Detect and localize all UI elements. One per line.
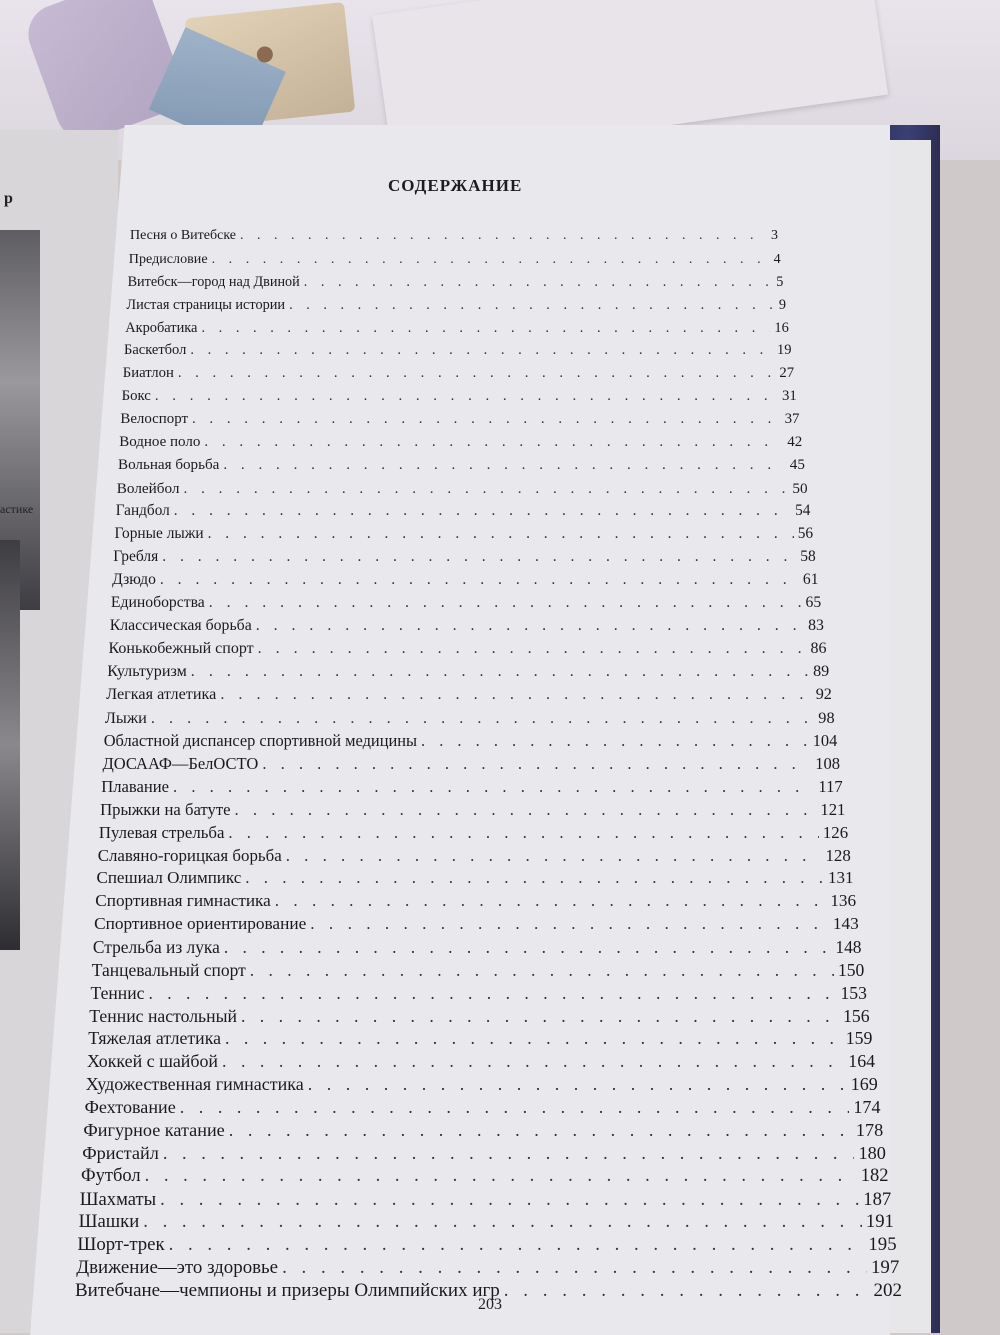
toc-entry-page: 150 — [837, 959, 865, 980]
toc-entry-label: Фристайл — [82, 1142, 159, 1163]
toc-leader-dots — [286, 846, 822, 866]
toc-entry-label: Баскетбол — [124, 342, 187, 359]
left-page-caption-fragment: астике — [0, 502, 34, 516]
toc-entry — [100, 800, 845, 820]
toc-entry-label: Прыжки на батуте — [100, 799, 231, 819]
toc-leader-dots — [163, 1143, 855, 1164]
toc-entry — [95, 891, 856, 911]
toc-entry-label: Фехтование — [84, 1097, 176, 1117]
toc-entry-page: 92 — [815, 685, 832, 704]
toc-entry — [91, 983, 867, 1004]
toc-leader-dots — [212, 251, 770, 268]
toc-entry — [98, 846, 851, 866]
toc-entry-label: Лыжи — [104, 708, 147, 728]
toc-entry-page: 178 — [855, 1119, 884, 1140]
toc-entry-page: 54 — [795, 502, 811, 520]
toc-entry-page: 159 — [845, 1028, 873, 1049]
toc-entry-page: 89 — [813, 662, 830, 680]
toc-entry-page: 61 — [802, 571, 819, 588]
toc-entry-page: 136 — [830, 891, 857, 911]
toc-entry-page: 156 — [843, 1005, 870, 1026]
toc-leader-dots — [504, 1280, 870, 1302]
toc-entry-page: 143 — [832, 914, 859, 934]
toc-entry-page: 182 — [860, 1165, 889, 1186]
toc-leader-dots — [235, 800, 817, 820]
toc-entry-label: Легкая атлетика — [106, 685, 217, 704]
toc-entry — [112, 571, 818, 589]
toc-leader-dots — [162, 548, 796, 566]
toc-entry-label: Дзюдо — [112, 571, 156, 588]
birdhouse-illustration — [185, 2, 356, 128]
toc-entry-label: Гребля — [113, 548, 159, 566]
left-page-photo-bottom — [0, 540, 20, 950]
toc-leader-dots — [191, 663, 809, 681]
toc-entry-page: 202 — [873, 1280, 902, 1301]
toc-entry — [104, 731, 838, 751]
toc-entry-label: Витебск—город над Двиной — [127, 273, 300, 290]
toc-entry-page: 98 — [818, 708, 835, 728]
toc-entry-page: 56 — [797, 525, 814, 543]
toc-entry-label: Акробатика — [125, 319, 198, 336]
toc-entry-page: 174 — [853, 1097, 881, 1117]
toc-entry-label: Танцевальный спорт — [91, 959, 246, 980]
toc-entry-page: 3 — [771, 228, 778, 243]
toc-leader-dots — [289, 297, 775, 314]
toc-entry-page: 16 — [774, 319, 789, 336]
toc-entry — [115, 525, 814, 543]
toc-leader-dots — [151, 708, 814, 728]
toc-leader-dots — [275, 891, 827, 911]
toc-entry-label: Биатлон — [122, 365, 174, 382]
toc-entry-page: 187 — [863, 1188, 892, 1210]
toc-entry-label: Волейбол — [116, 479, 180, 497]
toc-entry-page: 153 — [840, 982, 867, 1003]
toc-entry — [87, 1051, 875, 1072]
toc-entry-label: Единоборства — [110, 593, 205, 611]
toc-entry-label: ДОСААФ—БелОСТО — [102, 754, 259, 773]
toc-leader-dots — [160, 1189, 859, 1211]
toc-entry-page: 126 — [822, 822, 849, 842]
toc-entry-page: 4 — [773, 250, 781, 267]
toc-entry-page: 180 — [858, 1142, 886, 1163]
toc-leader-dots — [174, 502, 791, 520]
toc-leader-dots — [145, 1166, 857, 1187]
toc-entry — [116, 502, 811, 520]
toc-entry-label: Теннис — [90, 982, 145, 1003]
toc-entry — [128, 274, 784, 291]
toc-entry — [81, 1166, 889, 1187]
toc-entry-page: 148 — [835, 937, 862, 957]
toc-entry-label: Водное поло — [119, 433, 201, 450]
toc-entry-label: Движение—это здоровье — [76, 1257, 279, 1279]
toc-leader-dots — [178, 365, 776, 382]
toc-entry-page: 195 — [868, 1234, 897, 1256]
toc-entry-label: Спортивная гимнастика — [95, 891, 271, 911]
toc-entry — [92, 960, 865, 981]
toc-entry-label: Шахматы — [79, 1188, 157, 1210]
toc-leader-dots — [304, 274, 773, 291]
toc-entry-label: Шорт-трек — [77, 1234, 165, 1256]
toc-entry — [117, 480, 808, 498]
toc-leader-dots — [155, 388, 778, 405]
toc-entry-label: Футбол — [81, 1165, 141, 1186]
toc-entry-label: Плавание — [101, 776, 170, 796]
toc-entry — [120, 411, 799, 428]
toc-leader-dots — [183, 480, 788, 498]
contents-title: СОДЕРЖАНИЕ — [388, 176, 523, 195]
toc-entry-page: 37 — [784, 411, 800, 427]
toc-entry — [103, 754, 841, 774]
toc-entry — [79, 1211, 894, 1233]
toc-leader-dots — [160, 571, 799, 589]
toc-entry-label: Фигурное катание — [83, 1119, 225, 1140]
toc-entry — [83, 1120, 883, 1141]
toc-entry — [107, 663, 829, 681]
toc-entry-label: Вольная борьба — [118, 456, 220, 473]
toc-leader-dots — [143, 1211, 862, 1233]
toc-entry-page: 197 — [870, 1257, 900, 1279]
toc-entry — [89, 1006, 869, 1027]
toc-entry-label: Тяжелая атлетика — [88, 1028, 221, 1049]
toc-entry-label: Классическая борьба — [109, 616, 252, 634]
toc-entry — [122, 388, 797, 405]
toc-entry-page: 19 — [777, 342, 792, 359]
toc-leader-dots — [173, 777, 814, 797]
toc-entry-label: Листая страницы истории — [126, 296, 286, 313]
toc-entry-label: Пулевая стрельба — [98, 822, 225, 842]
toc-leader-dots — [190, 342, 773, 359]
toc-leader-dots — [308, 1074, 847, 1095]
toc-entry-page: 164 — [848, 1051, 876, 1072]
toc-entry-label: Песня о Витебске — [130, 228, 236, 243]
toc-leader-dots — [310, 914, 829, 934]
toc-entry-page: 108 — [815, 754, 840, 773]
toc-entry — [80, 1189, 891, 1211]
toc-leader-dots — [169, 1234, 865, 1256]
toc-leader-dots — [256, 617, 804, 635]
toc-entry-label: Витебчане—чемпионы и призеры Олимпийских игр — [75, 1280, 500, 1301]
toc-entry — [109, 640, 827, 658]
toc-entry — [105, 708, 835, 728]
toc-entry — [82, 1143, 886, 1164]
toc-leader-dots — [220, 685, 811, 704]
toc-entry-page: 169 — [850, 1074, 878, 1095]
toc-entry-label: Культуризм — [107, 662, 187, 680]
toc-entry-label: Славяно-горицкая борьба — [97, 845, 282, 865]
toc-entry — [129, 251, 781, 268]
toc-leader-dots — [209, 594, 802, 612]
toc-entry-page: 27 — [779, 365, 795, 382]
toc-entry-page: 50 — [792, 479, 808, 497]
toc-entry-page: 5 — [776, 273, 784, 290]
toc-entry-label: Гандбол — [115, 502, 170, 520]
toc-leader-dots — [223, 457, 785, 474]
toc-entry — [77, 1234, 896, 1256]
toc-entry-label: Теннис настольный — [89, 1005, 237, 1026]
toc-entry-label: Шашки — [78, 1211, 140, 1233]
toc-entry — [93, 937, 862, 958]
toc-entry — [97, 868, 854, 888]
toc-leader-dots — [180, 1097, 850, 1118]
toc-leader-dots — [229, 1120, 852, 1141]
toc-leader-dots — [240, 228, 767, 244]
toc-entry — [85, 1097, 881, 1118]
toc-entry — [86, 1074, 878, 1095]
toc-leader-dots — [222, 1051, 844, 1072]
toc-entry-label: Конькобежный спорт — [108, 639, 254, 657]
toc-leader-dots — [204, 434, 783, 451]
page-number: 203 — [478, 1296, 502, 1313]
birdhouse-hole — [256, 46, 274, 64]
toc-leader-dots — [201, 320, 770, 337]
left-page-text-fragment: р — [4, 190, 13, 207]
toc-entry-label: Предисловие — [128, 250, 208, 267]
toc-entry — [106, 685, 832, 704]
toc-entry-page: 83 — [808, 616, 824, 634]
toc-entry — [110, 617, 824, 635]
toc-entry-label: Хоккей с шайбой — [87, 1051, 218, 1072]
toc-entry-label: Велоспорт — [120, 411, 188, 427]
toc-entry — [94, 914, 859, 934]
toc-entry-page: 131 — [828, 868, 854, 888]
toc-leader-dots — [224, 937, 832, 958]
toc-entry — [124, 342, 792, 359]
toc-entry-page: 65 — [805, 593, 822, 611]
toc-entry-label: Горные лыжи — [114, 525, 204, 543]
toc-leader-dots — [282, 1257, 867, 1279]
toc-leader-dots — [421, 731, 809, 751]
toc-entry — [113, 548, 816, 566]
toc-entry — [88, 1028, 872, 1049]
toc-entry-page: 128 — [825, 845, 851, 865]
toc-leader-dots — [262, 754, 811, 774]
toc-entry — [118, 457, 805, 474]
toc-entry-page: 45 — [789, 456, 805, 473]
toc-entry — [76, 1257, 899, 1279]
toc-entry-page: 86 — [810, 639, 827, 657]
toc-leader-dots — [258, 640, 807, 658]
toc-entry-page: 58 — [800, 548, 816, 566]
toc-entry-page: 104 — [812, 731, 838, 751]
toc-entry — [111, 594, 821, 612]
toc-leader-dots — [148, 983, 836, 1004]
toc-entry — [130, 228, 778, 244]
toc-leader-dots — [245, 868, 824, 888]
toc-entry-label: Стрельба из лука — [92, 937, 220, 957]
toc-leader-dots — [225, 1028, 842, 1049]
toc-entry-label: Областной диспансер спортивной медицины — [103, 731, 418, 751]
toc-entry-label: Бокс — [121, 388, 151, 405]
toc-entry — [126, 297, 786, 314]
toc-leader-dots — [192, 411, 781, 428]
toc-entry-label: Спешиал Олимпикс — [96, 868, 242, 888]
toc-leader-dots — [241, 1006, 839, 1027]
toc-leader-dots — [208, 525, 794, 543]
toc-entry-page: 31 — [781, 388, 797, 405]
toc-entry — [125, 320, 789, 337]
toc-entry-page: 121 — [820, 799, 846, 819]
toc-entry — [123, 365, 794, 382]
toc-entry-page: 9 — [778, 296, 787, 313]
toc-entry-page: 42 — [787, 433, 803, 450]
toc-entry-page: 117 — [818, 776, 843, 796]
toc-entry — [119, 434, 802, 451]
toc-entry — [99, 823, 848, 843]
toc-entry-label: Спортивное ориентирование — [94, 914, 307, 934]
toc-entry-label: Художественная гимнастика — [85, 1074, 304, 1095]
toc-leader-dots — [250, 960, 834, 981]
toc-entry-page: 191 — [865, 1211, 894, 1233]
toc-entry — [101, 777, 842, 797]
toc-leader-dots — [228, 823, 819, 843]
